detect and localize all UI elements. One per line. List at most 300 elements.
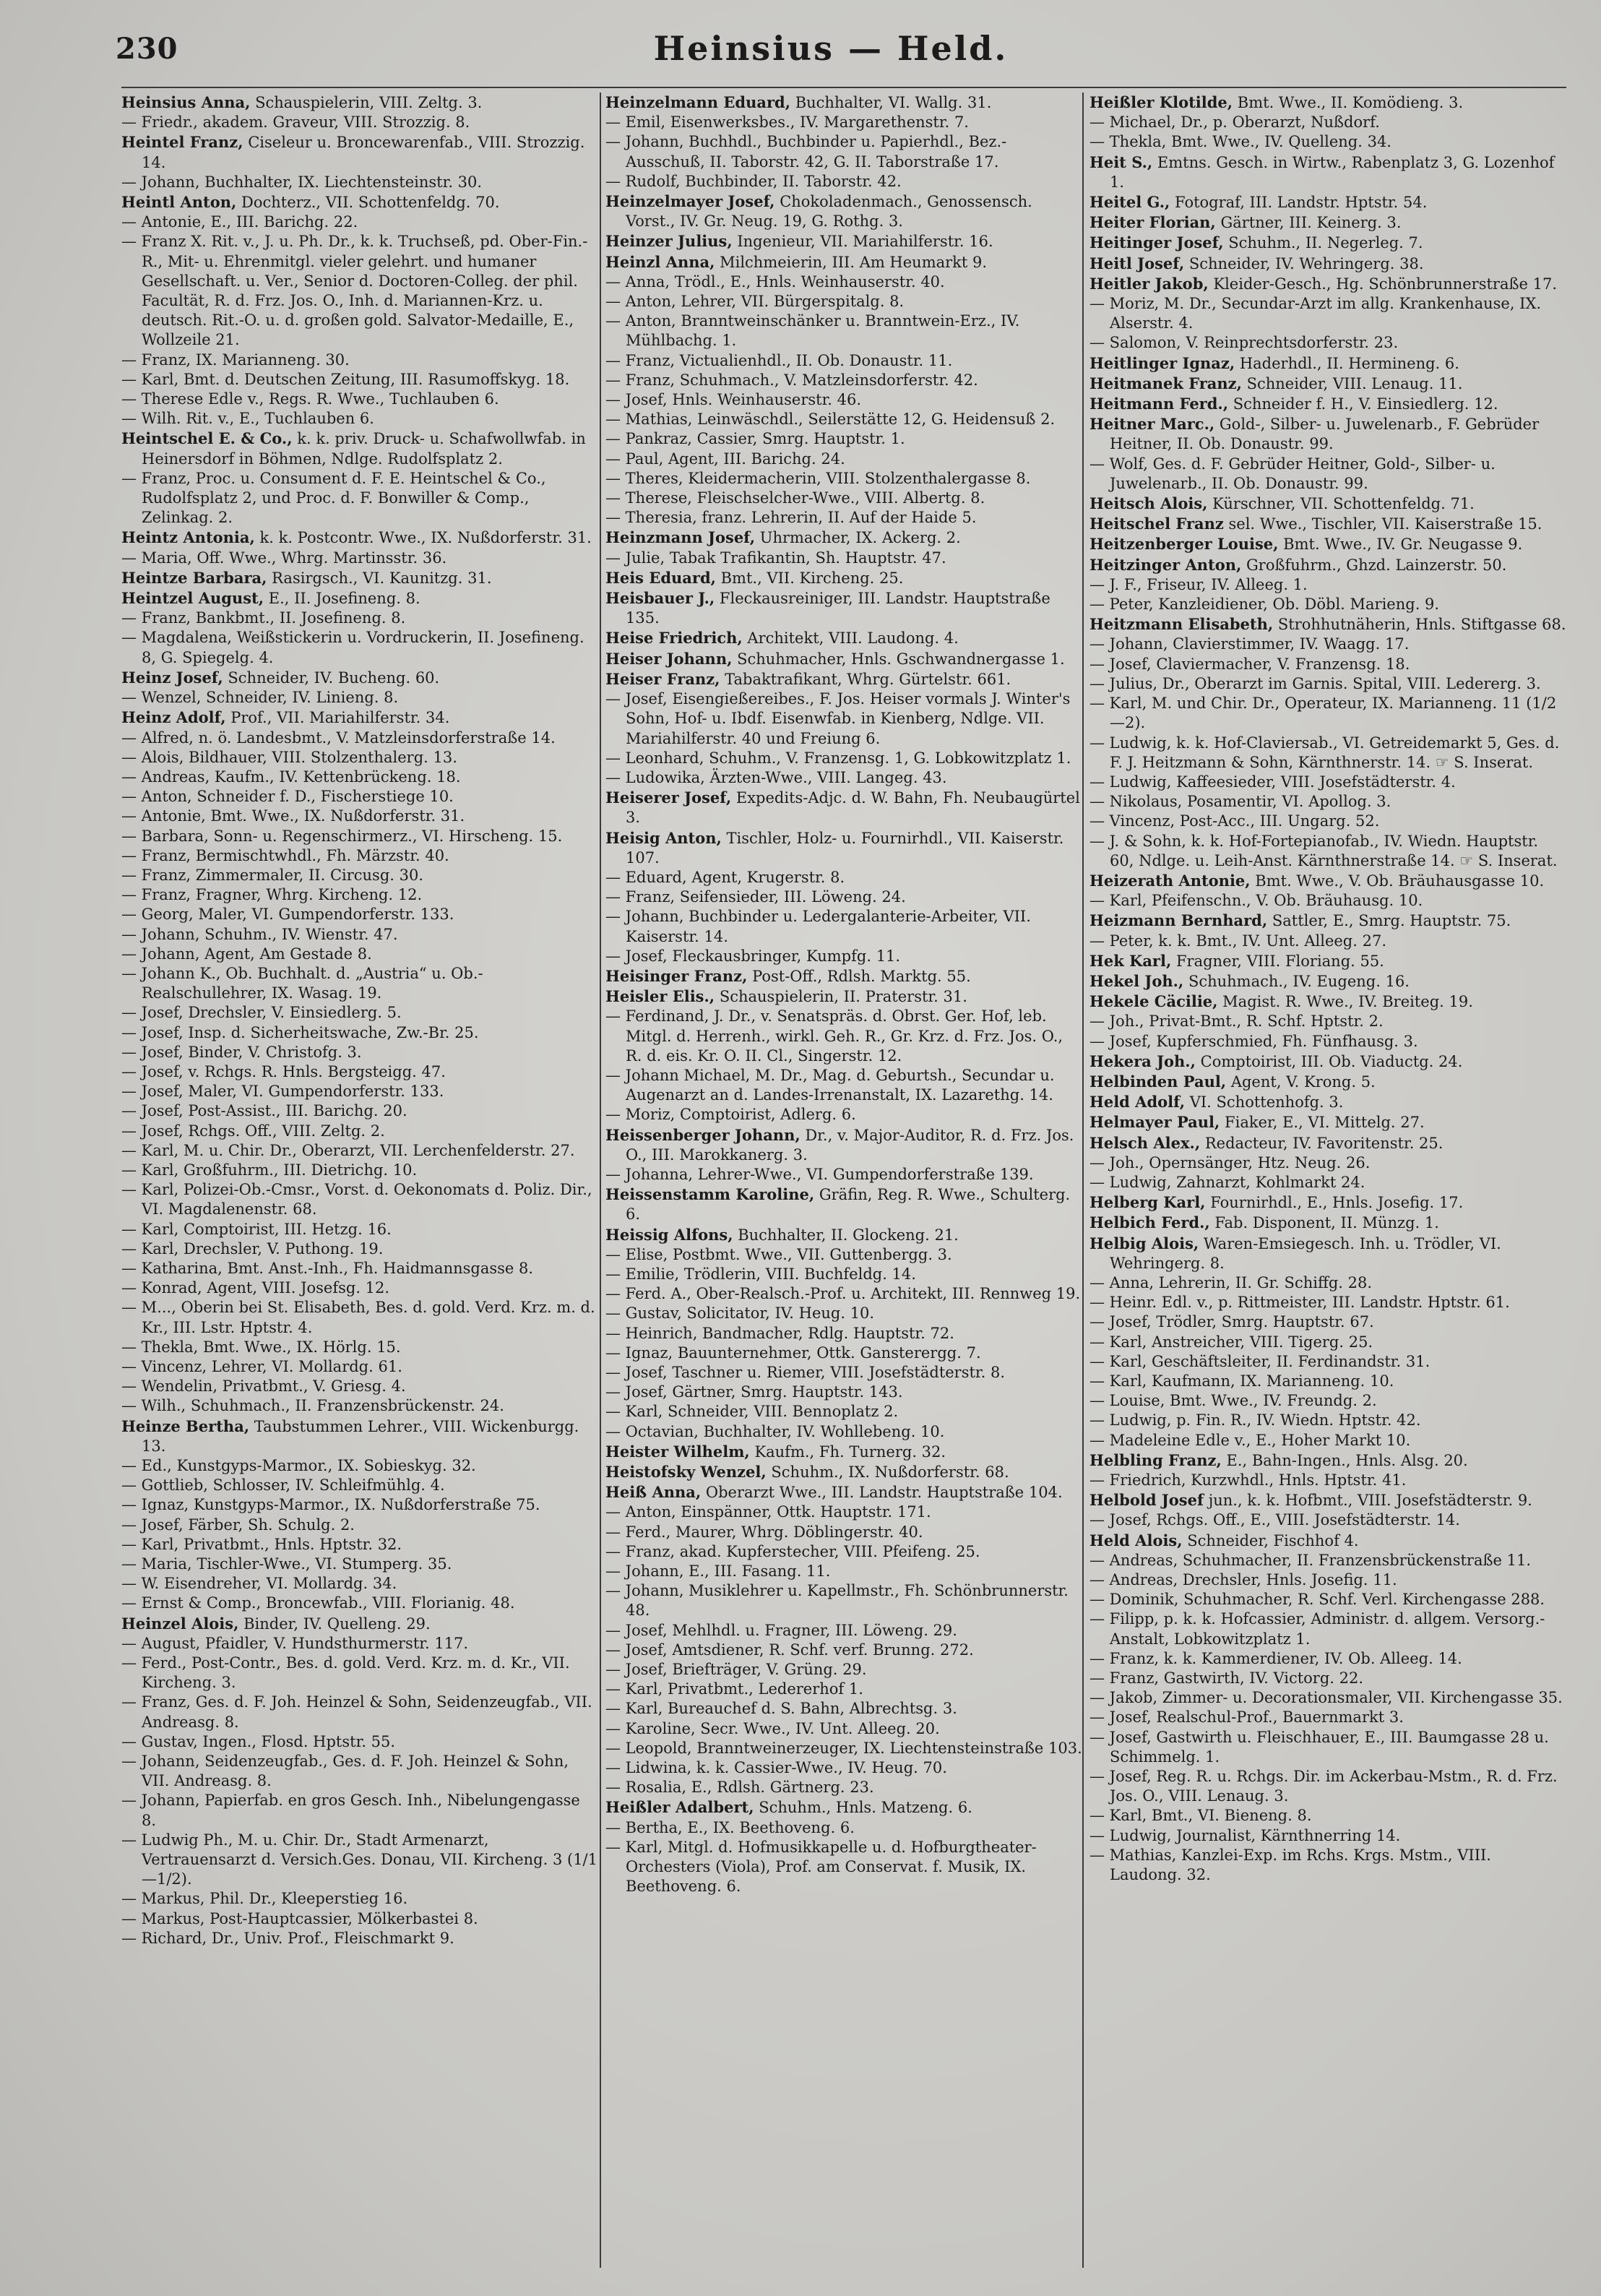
directory-entry [605, 450, 1082, 469]
directory-entry [1089, 1052, 1566, 1072]
directory-entry [121, 964, 598, 1003]
directory-entry [1089, 1032, 1566, 1052]
entry-details: — Johann, Buchhdl., Buchbinder u. Papierhdl., Bez.-Ausschuß, II. Taborstr. 42, G. II. Taborstraße 17. [605, 133, 1007, 171]
directory-entry [1089, 951, 1566, 971]
entry-details: — Louise, Bmt. Wwe., IV. Freundg. 2. [1089, 1392, 1377, 1410]
header-rule [121, 87, 1566, 88]
running-head: Heinsius — Held. [653, 29, 1009, 68]
entry-details: Emtns. Gesch. in Wirtw., Rabenplatz 3, G. Lozenhof 1. [1110, 153, 1555, 191]
entry-details: Rasirgsch., VI. Kaunitzg. 31. [272, 569, 492, 587]
entry-details: — Pankraz, Cassier, Smrg. Hauptstr. 1. [605, 430, 905, 448]
directory-entry [605, 868, 1082, 887]
directory-entry [605, 1383, 1082, 1402]
directory-entry [121, 708, 598, 728]
entry-details: — Johann, Agent, Am Gestade 8. [121, 945, 372, 963]
entry-details: Agent, V. Krong. 5. [1230, 1072, 1376, 1091]
directory-entry [1089, 1609, 1566, 1648]
directory-entry [1089, 1531, 1566, 1551]
entry-details: — Heinrich, Bandmacher, Rdlg. Hauptstr. 72. [605, 1324, 954, 1342]
directory-entry [605, 649, 1082, 669]
directory-entry [1089, 534, 1566, 554]
entry-surname: Heiter Florian, [1089, 213, 1216, 232]
directory-entry [121, 1298, 598, 1337]
directory-entry [605, 1165, 1082, 1184]
directory-entry [1089, 294, 1566, 333]
entry-details: — Leopold, Branntweinerzeuger, IX. Liechtensteinstraße 103. [605, 1739, 1082, 1757]
entry-details: — Karl, Kaufmann, IX. Marianneng. 10. [1089, 1372, 1394, 1390]
entry-details: Strohhutnäherin, Hnls. Stiftgasse 68. [1277, 616, 1566, 634]
entry-details: sel. Wwe., Tischler, VII. Kaiserstraße 15. [1228, 515, 1542, 533]
directory-entry [605, 1562, 1082, 1581]
entry-details: — Karl, Mitgl. d. Hofmusikkapelle u. d. Hofburgtheater-Orchesters (Viola), Prof. am Conservat. f. Musik, IX. Beethoveng. 6. [605, 1838, 1037, 1896]
entry-details: Schauspielerin, VIII. Zeltg. 3. [255, 94, 483, 111]
directory-entry [121, 1456, 598, 1476]
directory-entry [1089, 575, 1566, 595]
entry-details: — Andreas, Drechsler, Hnls. Josefig. 11. [1089, 1571, 1397, 1589]
entry-surname: Heitl Josef, [1089, 254, 1185, 272]
entry-details: — Barbara, Sonn- u. Regenschirmerz., VI. Hirscheng. 15. [121, 827, 563, 845]
entry-details: Dr., v. Major-Auditor, R. d. Frz. Jos. O., III. Marokkanerg. 3. [626, 1126, 1074, 1164]
entry-details: — Karl, Pfeifenschn., V. Ob. Bräuhausg. 10. [1089, 892, 1423, 910]
directory-entry [121, 728, 598, 748]
directory-entry [605, 1542, 1082, 1562]
directory-entry [605, 410, 1082, 429]
directory-entry [605, 1007, 1082, 1066]
entry-details: Kürschner, VII. Schottenfeldg. 71. [1212, 495, 1475, 513]
entry-surname: Heitlinger Ignaz, [1089, 353, 1235, 372]
entry-surname: Heitzmann Elisabeth, [1089, 615, 1274, 634]
directory-entry [605, 1523, 1082, 1542]
directory-entry [605, 292, 1082, 311]
entry-details: — Ferd. A., Ober-Realsch.-Prof. u. Architekt, III. Rennweg 19. [605, 1285, 1081, 1303]
directory-entry [1089, 1213, 1566, 1233]
entry-details: — J. & Sohn, k. k. Hof-Fortepianofab., IV. Wiedn. Hauptstr. 60, Ndlge. u. Leih-Anst. Kärnthnerstraße 14. ☞ S. Inserat. [1089, 832, 1558, 869]
entry-details: — Johann, Seidenzeugfab., Ges. d. F. Joh. Heinzel & Sohn, VII. Andreasg. 8. [121, 1753, 569, 1790]
directory-entry [1089, 333, 1566, 353]
directory-entry [605, 1324, 1082, 1343]
directory-entry [1089, 132, 1566, 152]
entry-details: — Karl, Großfuhrm., III. Dietrichg. 10. [121, 1161, 418, 1179]
entry-details: — Vincenz, Lehrer, VI. Mollardg. 61. [121, 1358, 402, 1375]
entry-details: — Josef, Rchgs. Off., VIII. Zeltg. 2. [121, 1122, 385, 1140]
entry-details: — Therese, Fleischselcher-Wwe., VIII. Albertg. 8. [605, 489, 985, 507]
entry-details: — Wolf, Ges. d. F. Gebrüder Heitner, Gold-, Silber- u. Juwelenarb., II. Ob. Donaustr. 99. [1089, 455, 1496, 492]
entry-surname: Helsch Alex., [1089, 1133, 1201, 1152]
directory-entry [1089, 1551, 1566, 1570]
entry-surname: Heinze Bertha, [121, 1416, 250, 1435]
directory-entry [1089, 1333, 1566, 1352]
directory-entry [605, 689, 1082, 749]
entry-details: — Josef, Hnls. Weinhauserstr. 46. [605, 391, 862, 409]
entry-details: — Ludwig, Kaffeesieder, VIII. Josefstädterstr. 4. [1089, 773, 1456, 791]
entry-details: — M..., Oberin bei St. Elisabeth, Bes. d. gold. Verd. Krz. m. d. Kr., III. Lstr. Hptstr. 4. [121, 1299, 595, 1336]
entry-surname: Heitmann Ferd., [1089, 395, 1229, 413]
entry-surname: Heisig Anton, [605, 828, 722, 847]
entry-details: VI. Schottenhofg. 3. [1189, 1093, 1344, 1112]
entry-surname: Heinsius Anna, [121, 93, 251, 111]
directory-entry [1089, 992, 1566, 1012]
directory-entry [121, 945, 598, 964]
directory-entry [1089, 1012, 1566, 1031]
directory-entry [605, 749, 1082, 768]
entry-details: Fleckausreiniger, III. Landstr. Hauptstraße 135. [626, 590, 1050, 627]
entry-surname: Helmayer Paul, [1089, 1113, 1220, 1132]
entry-details: — Konrad, Agent, VIII. Josefsg. 12. [121, 1279, 390, 1297]
entry-details: — Alois, Bildhauer, VIII. Stolzenthalerg. 13. [121, 748, 457, 766]
directory-entry [605, 508, 1082, 528]
directory-entry [1089, 773, 1566, 792]
directory-entry [605, 1442, 1082, 1462]
entry-details: — Josef, Maler, VI. Gumpendorferstr. 133. [121, 1083, 444, 1101]
entry-surname: Heintz Antonia, [121, 528, 255, 547]
directory-entry [1089, 1688, 1566, 1708]
directory-entry [121, 1180, 598, 1219]
entry-surname: Heitner Marc., [1089, 415, 1215, 434]
entry-details: — Elise, Postbmt. Wwe., VII. Guttenbergg. 3. [605, 1245, 952, 1263]
directory-entry [121, 905, 598, 924]
entry-surname: Heitsch Alois, [1089, 494, 1208, 513]
directory-entry [605, 1363, 1082, 1383]
directory-entry [121, 93, 598, 113]
directory-entry [1089, 674, 1566, 694]
directory-entry [1089, 595, 1566, 614]
entry-details: — Eduard, Agent, Krugerstr. 8. [605, 868, 845, 886]
directory-entry [1089, 1450, 1566, 1471]
directory-entry [1089, 971, 1566, 992]
column-3 [1089, 93, 1566, 2275]
directory-entry [605, 371, 1082, 390]
directory-entry [605, 1284, 1082, 1304]
entry-details: — Alfred, n. ö. Landesbmt., V. Matzleinsdorferstraße 14. [121, 728, 556, 747]
directory-entry [1089, 113, 1566, 132]
directory-entry [121, 1003, 598, 1023]
directory-entry [605, 1462, 1082, 1482]
directory-entry [121, 1338, 598, 1357]
directory-entry [121, 609, 598, 628]
entry-details: Buchhalter, II. Glockeng. 21. [738, 1226, 959, 1244]
directory-entry [121, 628, 598, 667]
directory-entry [1089, 1826, 1566, 1846]
entry-details: — Franz, akad. Kupferstecher, VIII. Pfeifeng. 25. [605, 1542, 980, 1560]
entry-details: — Ludwig, k. k. Hof-Claviersab., VI. Getreidemarkt 5, Ges. d. F. J. Heitzmann & Sohn, Kärnthnerstr. 14. ☞ S. Inserat. [1089, 734, 1560, 771]
entry-details: — Markus, Post-Hauptcassier, Mölkerbastei 8. [121, 1909, 478, 1927]
entry-surname: Heißler Adalbert, [605, 1798, 754, 1817]
entry-details: Tischler, Holz- u. Fournirhdl., VII. Kaiserstr. 107. [626, 829, 1064, 867]
entry-details: — Franz, Fragner, Whrg. Kircheng. 12. [121, 886, 423, 904]
entry-details: — Markus, Phil. Dr., Kleeperstieg 16. [121, 1890, 408, 1908]
entry-details: — Franz X. Rit. v., J. u. Ph. Dr., k. k. Truchseß, pd. Ober-Fin.-R., Mit- u. Ehrenmitgl. vieler gelehrt. und humaner Gesellschaft. u. Ver., Senior d. Doctoren-Colleg. der phil. Facultät, R. d. Frz. Jos. O., Inh. d. Mariannen-Krz. u. deutsch. Rit.-O. u. d. großen gold. Salvator-Medaille, E., Wollzeile 21. [121, 233, 588, 349]
entry-details: — Ferd., Maurer, Whrg. Döblingerstr. 40. [605, 1523, 923, 1541]
directory-entry [605, 907, 1082, 946]
directory-entry [121, 1791, 598, 1830]
directory-entry [1089, 1273, 1566, 1293]
entry-details: — Salomon, V. Reinprechtsdorferstr. 23. [1089, 334, 1399, 352]
entry-details: — Heinr. Edl. v., p. Rittmeister, III. Landstr. Hptstr. 61. [1089, 1294, 1510, 1312]
entry-details: — Karl, Bureauchef d. S. Bahn, Albrechtsg. 3. [605, 1700, 957, 1718]
entry-details: — Karl, Privatbmt., Hnls. Hptstr. 32. [121, 1535, 402, 1553]
entry-details: Magist. R. Wwe., IV. Breiteg. 19. [1222, 993, 1473, 1011]
directory-entry [605, 1838, 1082, 1897]
directory-entry [1089, 93, 1566, 113]
directory-entry [1089, 655, 1566, 674]
directory-entry [1089, 212, 1566, 233]
directory-entry [1089, 394, 1566, 414]
entry-details: — Gottlieb, Schlosser, IV. Schleifmühlg. 4. [121, 1476, 445, 1495]
directory-entry [1089, 254, 1566, 274]
entry-surname: Heisler Elis., [605, 987, 715, 1006]
entry-details: — Josef, Insp. d. Sicherheitswache, Zw.-Br. 25. [121, 1023, 479, 1041]
directory-entry [121, 528, 598, 548]
entry-details: — Wendelin, Privatbmt., V. Griesg. 4. [121, 1377, 406, 1396]
entry-surname: Heissenstamm Karoline, [605, 1185, 815, 1204]
entry-details: — Wilh. Rit. v., E., Tuchlauben 6. [121, 410, 374, 428]
entry-details: — Anton, Schneider f. D., Fischerstiege 10. [121, 788, 454, 806]
entry-details: — Mathias, Kanzlei-Exp. im Rchs. Krgs. Mstm., VIII. Laudong. 32. [1089, 1846, 1491, 1884]
entry-details: — Wilh., Schuhmach., II. Franzensbrückenstr. 24. [121, 1397, 504, 1415]
entry-details: — Mathias, Leinwäschdl., Seilerstätte 12, G. Heidensuß 2. [605, 410, 1056, 429]
directory-entry [605, 1502, 1082, 1522]
entry-details: Haderhdl., II. Hermineng. 6. [1239, 354, 1459, 372]
entry-details: — Josef, Trödler, Smrg. Hauptstr. 67. [1089, 1313, 1374, 1331]
entry-details: — Josef, Binder, V. Christofg. 3. [121, 1043, 362, 1061]
directory-entry [121, 1043, 598, 1062]
directory-entry [121, 1889, 598, 1909]
directory-entry [605, 1641, 1082, 1660]
directory-entry [1089, 1293, 1566, 1312]
directory-entry [1089, 1153, 1566, 1173]
directory-entry [1089, 635, 1566, 654]
directory-entry [121, 1929, 598, 1948]
directory-entry [1089, 1072, 1566, 1092]
entry-details: — Emilie, Trödlerin, VIII. Buchfeldg. 14. [605, 1265, 916, 1283]
entry-details: — Josef, Mehlhdl. u. Fragner, III. Löweng. 29. [605, 1621, 957, 1639]
directory-entry [121, 549, 598, 568]
entry-details: — Gustav, Ingen., Flosd. Hptstr. 55. [121, 1732, 396, 1750]
entry-details: — Josef, Post-Assist., III. Barichg. 20. [121, 1102, 407, 1120]
directory-entry [121, 925, 598, 945]
entry-details: — Karl, Drechsler, V. Puthong. 19. [121, 1239, 384, 1257]
entry-details: — Joh., Privat-Bmt., R. Schf. Hptstr. 2. [1089, 1012, 1384, 1031]
entry-details: — Lidwina, k. k. Cassier-Wwe., IV. Heug. 70. [605, 1759, 947, 1777]
directory-entry [121, 768, 598, 787]
entry-details: — Josef, Gärtner, Smrg. Hauptstr. 143. [605, 1383, 903, 1401]
directory-entry [605, 669, 1082, 689]
directory-entry [605, 1125, 1082, 1165]
entry-surname: Heitler Jakob, [1089, 274, 1209, 293]
entry-surname: Heinz Josef, [121, 668, 223, 687]
entry-details: Tabaktrafikant, Whrg. Gürtelstr. 661. [725, 670, 1011, 688]
entry-details: k. k. Postcontr. Wwe., IX. Nußdorferstr. 31. [259, 529, 592, 547]
entry-surname: Heinzl Anna, [605, 252, 715, 271]
entry-details: — Ernst & Comp., Broncewfab., VIII. Florianig. 48. [121, 1594, 515, 1612]
entry-details: — Friedrich, Kurzwhdl., Hnls. Hptstr. 41. [1089, 1471, 1407, 1489]
entry-surname: Heitel G., [1089, 193, 1170, 212]
directory-entry [1089, 555, 1566, 575]
directory-entry [121, 1278, 598, 1298]
directory-entry [1089, 1411, 1566, 1430]
directory-entry [605, 1245, 1082, 1265]
entry-surname: Heinz Adolf, [121, 708, 226, 727]
entry-surname: Heinzel Alois, [121, 1614, 239, 1633]
directory-entry [605, 1184, 1082, 1224]
directory-entry [1089, 832, 1566, 871]
entry-surname: Heintschel E. & Co., [121, 429, 293, 448]
directory-entry [605, 588, 1082, 628]
directory-entry [605, 231, 1082, 251]
directory-entry [1089, 1590, 1566, 1609]
entry-details: Gärtner, III. Keinerg. 3. [1220, 214, 1402, 232]
entry-details: Großfuhrm., Ghzd. Lainzerstr. 50. [1246, 556, 1507, 574]
entry-details: — Thekla, Bmt. Wwe., IV. Quelleng. 34. [1089, 133, 1391, 151]
entry-details: — Nikolaus, Posamentir, VI. Apollog. 3. [1089, 793, 1391, 811]
entry-details: — Ferdinand, J. Dr., v. Senatspräs. d. Obrst. Ger. Hof, leb. Mitgl. d. Herrenh., wirkl. Geh. R., Gr. Krz. d. Frz. Jos. O., R. d. eis. Kr. O. II. Cl., Singerstr. 12. [605, 1007, 1063, 1065]
entry-surname: Heissenberger Johann, [605, 1125, 801, 1144]
entry-details: Fragner, VIII. Floriang. 55. [1175, 952, 1384, 970]
directory-entry [605, 828, 1082, 868]
directory-entry [605, 1699, 1082, 1719]
entry-details: — Octavian, Buchhalter, IV. Wohllebeng. 10. [605, 1422, 945, 1440]
directory-entry [605, 489, 1082, 508]
entry-surname: Heitzenberger Louise, [1089, 535, 1279, 554]
entry-details: — Paul, Agent, III. Barichg. 24. [605, 450, 845, 468]
entry-details: — Therese Edle v., Regs. R. Wwe., Tuchlauben 6. [121, 390, 499, 408]
entry-details: — Dominik, Schuhmacher, R. Schf. Verl. Kirchengasse 288. [1089, 1591, 1545, 1609]
directory-entry [121, 1535, 598, 1555]
entry-surname: Hek Karl, [1089, 951, 1172, 970]
directory-entry [605, 1482, 1082, 1502]
directory-entry [605, 986, 1082, 1007]
entry-details: Dochterz., VII. Schottenfeldg. 70. [241, 194, 500, 212]
directory-entry [1089, 932, 1566, 951]
directory-entry [121, 1555, 598, 1574]
directory-entry [121, 1594, 598, 1613]
entry-details: Oberarzt Wwe., III. Landstr. Hauptstraße 104. [705, 1484, 1063, 1502]
directory-entry [1089, 374, 1566, 394]
entry-details: Ingenieur, VII. Mariahilferstr. 16. [737, 233, 993, 251]
entry-details: Gold-, Silber- u. Juwelenarb., F. Gebrüder Heitner, II. Ob. Donaustr. 99. [1110, 416, 1540, 453]
directory-entry [121, 1476, 598, 1495]
directory-entry [605, 1066, 1082, 1105]
directory-entry [1089, 792, 1566, 812]
directory-entry [121, 866, 598, 885]
entry-details: — Jakob, Zimmer- u. Decorationsmaler, VII. Kirchengasse 35. [1089, 1689, 1563, 1707]
directory-entry [1089, 1352, 1566, 1372]
entry-details: — Madeleine Edle v., E., Hoher Markt 10. [1089, 1431, 1411, 1449]
directory-entry [121, 390, 598, 409]
entry-details: — Joh., Opernsänger, Htz. Neug. 26. [1089, 1153, 1371, 1171]
entry-details: Gräfin, Reg. R. Wwe., Schulterg. 6. [626, 1186, 1071, 1224]
directory-entry [605, 1739, 1082, 1758]
entry-details: — Franz, Victualienhdl., II. Ob. Donaustr. 11. [605, 351, 953, 369]
entry-details: Schneider, IV. Bucheng. 60. [228, 668, 440, 687]
entry-details: — Julie, Tabak Trafikantin, Sh. Hauptstr. 47. [605, 549, 946, 567]
directory-entry [605, 1680, 1082, 1699]
entry-details: Schuhm., Hnls. Matzeng. 6. [759, 1799, 972, 1817]
entry-surname: Heinzelmann Eduard, [605, 93, 791, 111]
directory-entry [121, 1062, 598, 1082]
directory-entry [121, 1220, 598, 1239]
directory-entry [605, 549, 1082, 568]
entry-surname: Heitschel Franz [1089, 515, 1224, 533]
directory-entry [1089, 812, 1566, 831]
directory-entry [121, 1357, 598, 1377]
entry-details: Schuhm., II. Negerleg. 7. [1228, 234, 1423, 252]
directory-entry [121, 568, 598, 588]
directory-entry [1089, 1649, 1566, 1669]
directory-entry [605, 887, 1082, 907]
entry-details: — Franz, IX. Marianneng. 30. [121, 351, 350, 369]
entry-details: Uhrmacher, IX. Ackerg. 2. [759, 529, 961, 547]
directory-entry [605, 1621, 1082, 1641]
directory-entry [121, 429, 598, 468]
entry-details: Comptoirist, III. Ob. Viaductg. 24. [1200, 1052, 1463, 1070]
entry-details: — Johann, Clavierstimmer, IV. Waagg. 17. [1089, 635, 1410, 653]
entry-surname: Helbold Josef [1089, 1491, 1204, 1510]
directory-entry [121, 588, 598, 609]
directory-entry [605, 1778, 1082, 1797]
entry-details: — Ignaz, Kunstgyps-Marmor., IX. Nußdorferstraße 75. [121, 1496, 540, 1514]
entry-details: — Karl, Geschäftsleiter, II. Ferdinandstr. 31. [1089, 1352, 1430, 1370]
directory-entry [1089, 455, 1566, 494]
entry-details: Fiaker, E., VI. Mittelg. 27. [1225, 1114, 1425, 1132]
entry-details: — Josef, Realschul-Prof., Bauernmarkt 3. [1089, 1708, 1404, 1727]
entry-details: Schneider, VIII. Lenaug. 11. [1246, 374, 1463, 392]
entry-surname: Heintzel August, [121, 589, 264, 608]
entry-details: — Rosalia, E., Rdlsh. Gärtnerg. 23. [605, 1779, 874, 1797]
entry-details: — Karl, M. u. Chir. Dr., Oberarzt, VII. Lerchenfelderstr. 27. [121, 1141, 575, 1159]
directory-entry [605, 93, 1082, 113]
entry-details: — Josef, v. Rchgs. R. Hnls. Bergsteigg. 47. [121, 1062, 446, 1080]
directory-entry [1089, 1372, 1566, 1391]
entry-details: Expedits-Adjc. d. W. Bahn, Fh. Neubaugürtel 3. [626, 789, 1080, 827]
directory-entry [121, 1831, 598, 1890]
entry-details: — Josef, Kupferschmied, Fh. Fünfhausg. 3. [1089, 1032, 1418, 1050]
entry-details: Schneider, Fischhof 4. [1187, 1531, 1359, 1549]
entry-details: — Ferd., Post-Contr., Bes. d. gold. Verd. Krz. m. d. Kr., VII. Kircheng. 3. [121, 1654, 570, 1692]
entry-details: — Josef, Färber, Sh. Schulg. 2. [121, 1515, 355, 1534]
entry-details: Chokoladenmach., Genossensch. Vorst., IV. Gr. Neug. 19, G. Rothg. 3. [626, 193, 1032, 231]
entry-details: Schuhmach., IV. Eugeng. 16. [1188, 972, 1410, 990]
directory-entry [1089, 1490, 1566, 1510]
entry-surname: Hekele Cäcilie, [1089, 992, 1218, 1011]
directory-entry [121, 1396, 598, 1416]
directory-entry [1089, 1570, 1566, 1590]
entry-details: — Johann, E., III. Fasang. 11. [605, 1562, 831, 1581]
directory-entry [121, 1693, 598, 1732]
entry-details: — Franz, Zimmermaler, II. Circusg. 30. [121, 866, 424, 884]
entry-details: — Johann, Buchbinder u. Ledergalanterie-Arbeiter, VII. Kaiserstr. 14. [605, 908, 1031, 945]
directory-entry [1089, 1234, 1566, 1273]
directory-entry [1089, 871, 1566, 891]
entry-details: — J. F., Friseur, IV. Alleeg. 1. [1089, 575, 1308, 593]
directory-entry [121, 212, 598, 232]
entry-details: Architekt, VIII. Laudong. 4. [747, 629, 959, 648]
entry-details: — Thekla, Bmt. Wwe., IX. Hörlg. 15. [121, 1338, 401, 1356]
entry-details: — Theres, Kleidermacherin, VIII. Stolzenthalergasse 8. [605, 469, 1031, 487]
directory-entry [1089, 734, 1566, 773]
directory-entry [1089, 1192, 1566, 1213]
entry-details: Schauspielerin, II. Praterstr. 31. [719, 988, 967, 1006]
entry-details: — Ludwig, Zahnarzt, Kohlmarkt 24. [1089, 1173, 1365, 1191]
entry-details: — Vincenz, Post-Acc., III. Ungarg. 52. [1089, 812, 1380, 830]
column-2 [605, 93, 1082, 2275]
entry-details: Sattler, E., Smrg. Hauptstr. 75. [1272, 912, 1511, 930]
entry-details: jun., k. k. Hofbmt., VIII. Josefstädterstr. 9. [1208, 1492, 1532, 1510]
entry-details: — Karl, Anstreicher, VIII. Tigerg. 25. [1089, 1333, 1373, 1351]
directory-entry [1089, 494, 1566, 514]
directory-entry [1089, 274, 1566, 294]
directory-entry [121, 1259, 598, 1278]
